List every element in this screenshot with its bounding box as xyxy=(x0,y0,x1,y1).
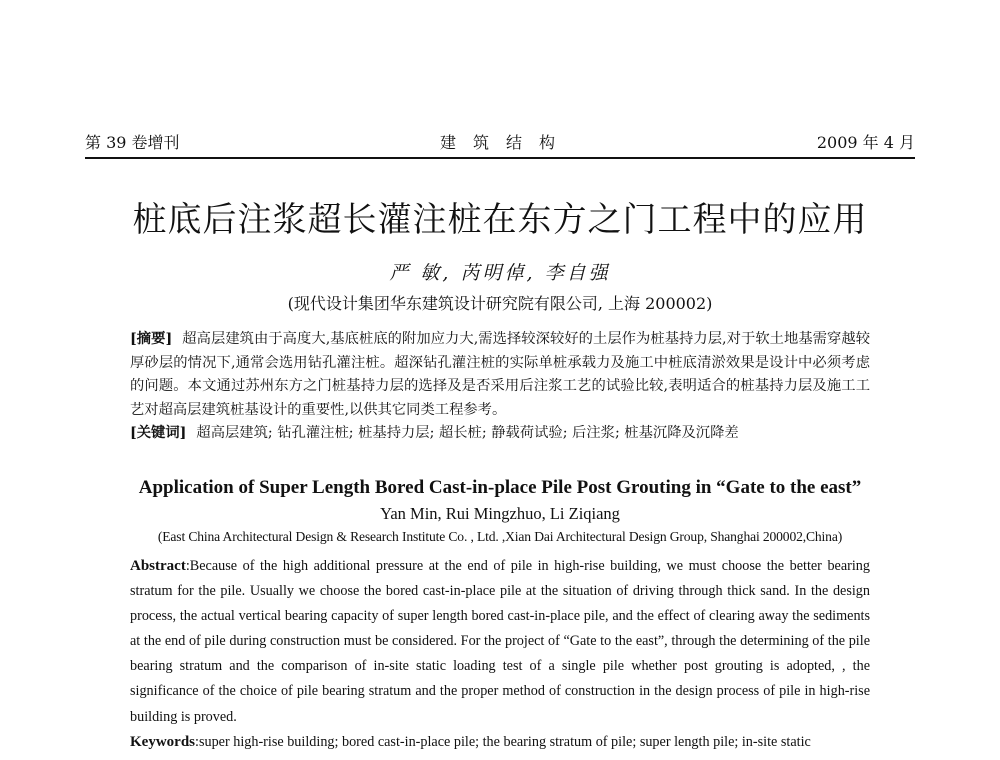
keywords-chinese xyxy=(130,422,870,446)
title-english: Application of Super Length Bored Cast-in-place Pile Post Grouting in “Gate to the east” xyxy=(138,477,862,498)
keywords-english-label: Keywords xyxy=(130,733,195,750)
authors-english: Yan Min, Rui Mingzhuo, Li Ziqiang xyxy=(380,504,620,523)
title-chinese: 桩底后注浆超长灌注桩在东方之门工程中的应用 xyxy=(132,200,868,240)
abstract-chinese-label: [摘要] xyxy=(130,331,173,347)
header-rule xyxy=(85,157,915,159)
affiliation-chinese: (现代设计集团华东建筑设计研究院有限公司, 上海 200002) xyxy=(287,294,713,313)
abstract-chinese xyxy=(130,328,870,422)
running-header xyxy=(85,128,915,154)
keywords-english-colon: : xyxy=(195,733,199,750)
abstract-english-text: Because of the high additional pressure at the end of pile in high-rise building, we must choose the better bearing stratum for the pile. Usually we choose the bored cast-in-place pile at the situation of driving through thick sand. In the design process, the actual vertical bearing capacity of super length bored cast-in-place pile, and the effect of clearing away the sediments at the end of pile during construction must be considered. For the project of “Gate to the east”, through the determining of the pile bearing stratum and the comparison of in-site static loading test of a single pile whether post grouting is adopted, , the significance of the choice of pile bearing stratum and the proper method of construction in the design process of pile in high-rise building is proved. xyxy=(130,558,870,725)
issue-date: 2009 年 4 月 xyxy=(816,133,915,152)
keywords-english xyxy=(130,730,870,755)
journal-name: 建筑结构 xyxy=(440,133,573,152)
keywords-chinese-label: [关键词] xyxy=(130,425,187,441)
abstract-english-colon: : xyxy=(185,558,190,574)
abstract-chinese-block xyxy=(130,328,870,446)
authors-chinese: 严 敏, 芮明倬, 李自强 xyxy=(389,262,611,284)
volume-info: 第 39 卷增刊 xyxy=(85,133,180,152)
keywords-chinese-text: 超高层建筑; 钻孔灌注桩; 桩基持力层; 超长桩; 静载荷试验; 后注浆; 桩基沉降及沉降差 xyxy=(196,425,739,441)
abstract-english-block xyxy=(130,554,870,755)
abstract-chinese-text: 超高层建筑由于高度大,基底桩底的附加应力大,需选择较深较好的土层作为桩基持力层,对于软土地基需穿越较厚砂层的情况下,通常会选用钻孔灌注桩。超深钻孔灌注桩的实际单桩承载力及施工中桩底清淤效果是设计中必须考虑的问题。本文通过苏州东方之门桩基持力层的选择及是否采用后注浆工艺的试验比较,表明适合的桩基持力层及施工工艺对超高层建筑桩基设计的重要性,以供其它同类工程参考。 xyxy=(130,331,870,418)
affiliation-english: (East China Architectural Design & Research Institute Co. , Ltd. ,Xian Dai Architectural Design Group, Shanghai 200002,China) xyxy=(157,529,843,544)
abstract-english xyxy=(130,554,870,730)
abstract-english-label: Abstract xyxy=(130,558,186,574)
keywords-english-text: super high-rise building; bored cast-in-place pile; the bearing stratum of pile; super length pile; in-site static xyxy=(198,733,811,750)
